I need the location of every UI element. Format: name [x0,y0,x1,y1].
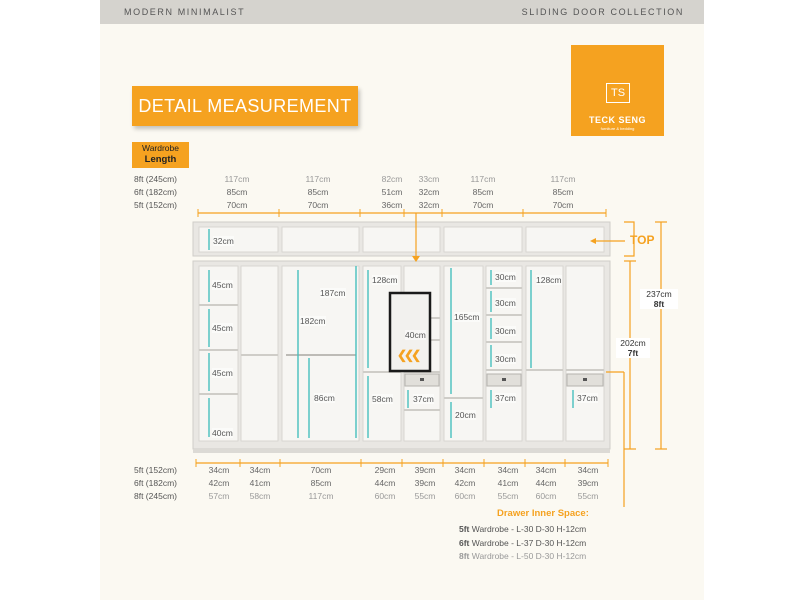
dim-col4-top: 128cm [372,275,398,285]
top-8ft-w5: 117cm [470,174,496,184]
height-8ft-value: 237cm [646,289,672,299]
drawer-5ft-text: Wardrobe - L-30 D-30 H-12cm [469,524,587,534]
dim-drawer-c: 37cm [577,393,598,403]
b5-w8: 34cm [535,465,557,475]
b5-w6: 34cm [454,465,476,475]
b5-w1: 34cm [208,465,230,475]
b8-w5: 55cm [414,491,436,501]
b5-w3: 70cm [310,465,332,475]
drawer-6ft-text: Wardrobe - L-37 D-30 H-12cm [469,538,587,548]
top-8ft-w2: 117cm [305,174,331,184]
drawer-space-title: Drawer Inner Space: [497,508,589,519]
bottom-row-label-5ft: 5ft (152cm) [134,465,177,475]
b5-w5: 39cm [414,465,436,475]
b6-w1: 42cm [208,478,230,488]
b6-w3: 85cm [310,478,332,488]
b8-w3: 117cm [308,491,334,501]
top-6ft-w2: 85cm [307,187,329,197]
top-6ft-w1: 85cm [226,187,248,197]
ts-monogram-icon: TS [606,83,630,103]
b6-w6: 42cm [454,478,476,488]
wardrobe-label-line2: Length [144,154,177,165]
brand-name: TECK SENG [588,115,646,125]
dim-col7-s4: 30cm [495,354,516,364]
header-left: MODERN MINIMALIST [124,7,246,17]
bottom-row-label-6ft: 6ft (182cm) [134,478,177,488]
drawer-8ft-text: Wardrobe - L-50 D-30 H-12cm [469,551,587,561]
top-5ft-w6: 70cm [552,200,574,210]
top-label: TOP [630,233,655,247]
top-row-label-8ft: 8ft (245cm) [134,174,177,184]
top-5ft-w1: 70cm [226,200,248,210]
b8-w9: 55cm [577,491,599,501]
dim-hang-mid: 182cm [300,316,326,326]
dim-col4-low: 58cm [372,394,393,404]
brand-tagline: furniture & bedding [600,126,635,131]
header-right: SLIDING DOOR COLLECTION [521,7,684,17]
dim-col6-tall: 165cm [454,312,480,322]
dim-shelf-d: 40cm [212,428,233,438]
dim-mirror: 40cm [405,330,426,340]
b8-w2: 58cm [249,491,271,501]
b6-w5: 39cm [414,478,436,488]
top-6ft-w3: 51cm [381,187,403,197]
page-title: DETAIL MEASUREMENT [132,86,358,126]
top-5ft-w3: 36cm [381,200,403,210]
b5-w4: 29cm [374,465,396,475]
b6-w8: 44cm [535,478,557,488]
drawer-space-6ft [459,538,586,548]
dim-col7-s3: 30cm [495,326,516,336]
b5-w7: 34cm [497,465,519,475]
drawer-8ft-size: 8ft [459,551,470,561]
b6-w2: 41cm [249,478,271,488]
bottom-row-label-8ft: 8ft (245cm) [134,491,177,501]
dim-col7-s2: 30cm [495,298,516,308]
height-7ft-label [616,338,650,358]
dim-col6-low: 20cm [455,410,476,420]
dim-top-height: 32cm [213,236,234,246]
height-8ft-label [640,289,678,309]
top-8ft-w4: 33cm [418,174,440,184]
wardrobe-label-line1: Wardrobe [141,143,179,153]
b8-w6: 60cm [454,491,476,501]
top-8ft-w6: 117cm [550,174,576,184]
dim-shelf-c: 45cm [212,368,233,378]
dim-drawer-b: 37cm [495,393,516,403]
b8-w1: 57cm [208,491,230,501]
b5-w9: 34cm [577,465,599,475]
drawer-5ft-size: 5ft [459,524,470,534]
top-8ft-w1: 117cm [224,174,250,184]
dim-col9-top: 128cm [536,275,562,285]
b8-w4: 60cm [374,491,396,501]
top-6ft-w5: 85cm [472,187,494,197]
top-8ft-w3: 82cm [381,174,403,184]
b5-w2: 34cm [249,465,271,475]
dim-hang-low: 86cm [314,393,335,403]
top-row-label-5ft: 5ft (152cm) [134,200,177,210]
drawer-space-8ft [459,551,586,561]
drawer-space-5ft [459,524,586,534]
height-7ft-value: 202cm [620,338,646,348]
top-5ft-w5: 70cm [472,200,494,210]
height-8ft-unit: 8ft [653,299,665,309]
b8-w8: 60cm [535,491,557,501]
drawer-6ft-size: 6ft [459,538,470,548]
b6-w9: 39cm [577,478,599,488]
top-row-label-6ft: 6ft (182cm) [134,187,177,197]
top-5ft-w2: 70cm [307,200,329,210]
b6-w4: 44cm [374,478,396,488]
height-7ft-unit: 7ft [627,348,639,358]
dim-shelf-b: 45cm [212,323,233,333]
dim-shelf-a: 45cm [212,280,233,290]
b6-w7: 41cm [497,478,519,488]
dim-hang-full: 187cm [320,288,346,298]
dim-col7-s1: 30cm [495,272,516,282]
top-6ft-w6: 85cm [552,187,574,197]
arrow-left-icon: ❮❮❮ [397,348,419,362]
top-6ft-w4: 32cm [418,187,440,197]
dim-drawer-a: 37cm [413,394,434,404]
top-5ft-w4: 32cm [418,200,440,210]
b8-w7: 55cm [497,491,519,501]
